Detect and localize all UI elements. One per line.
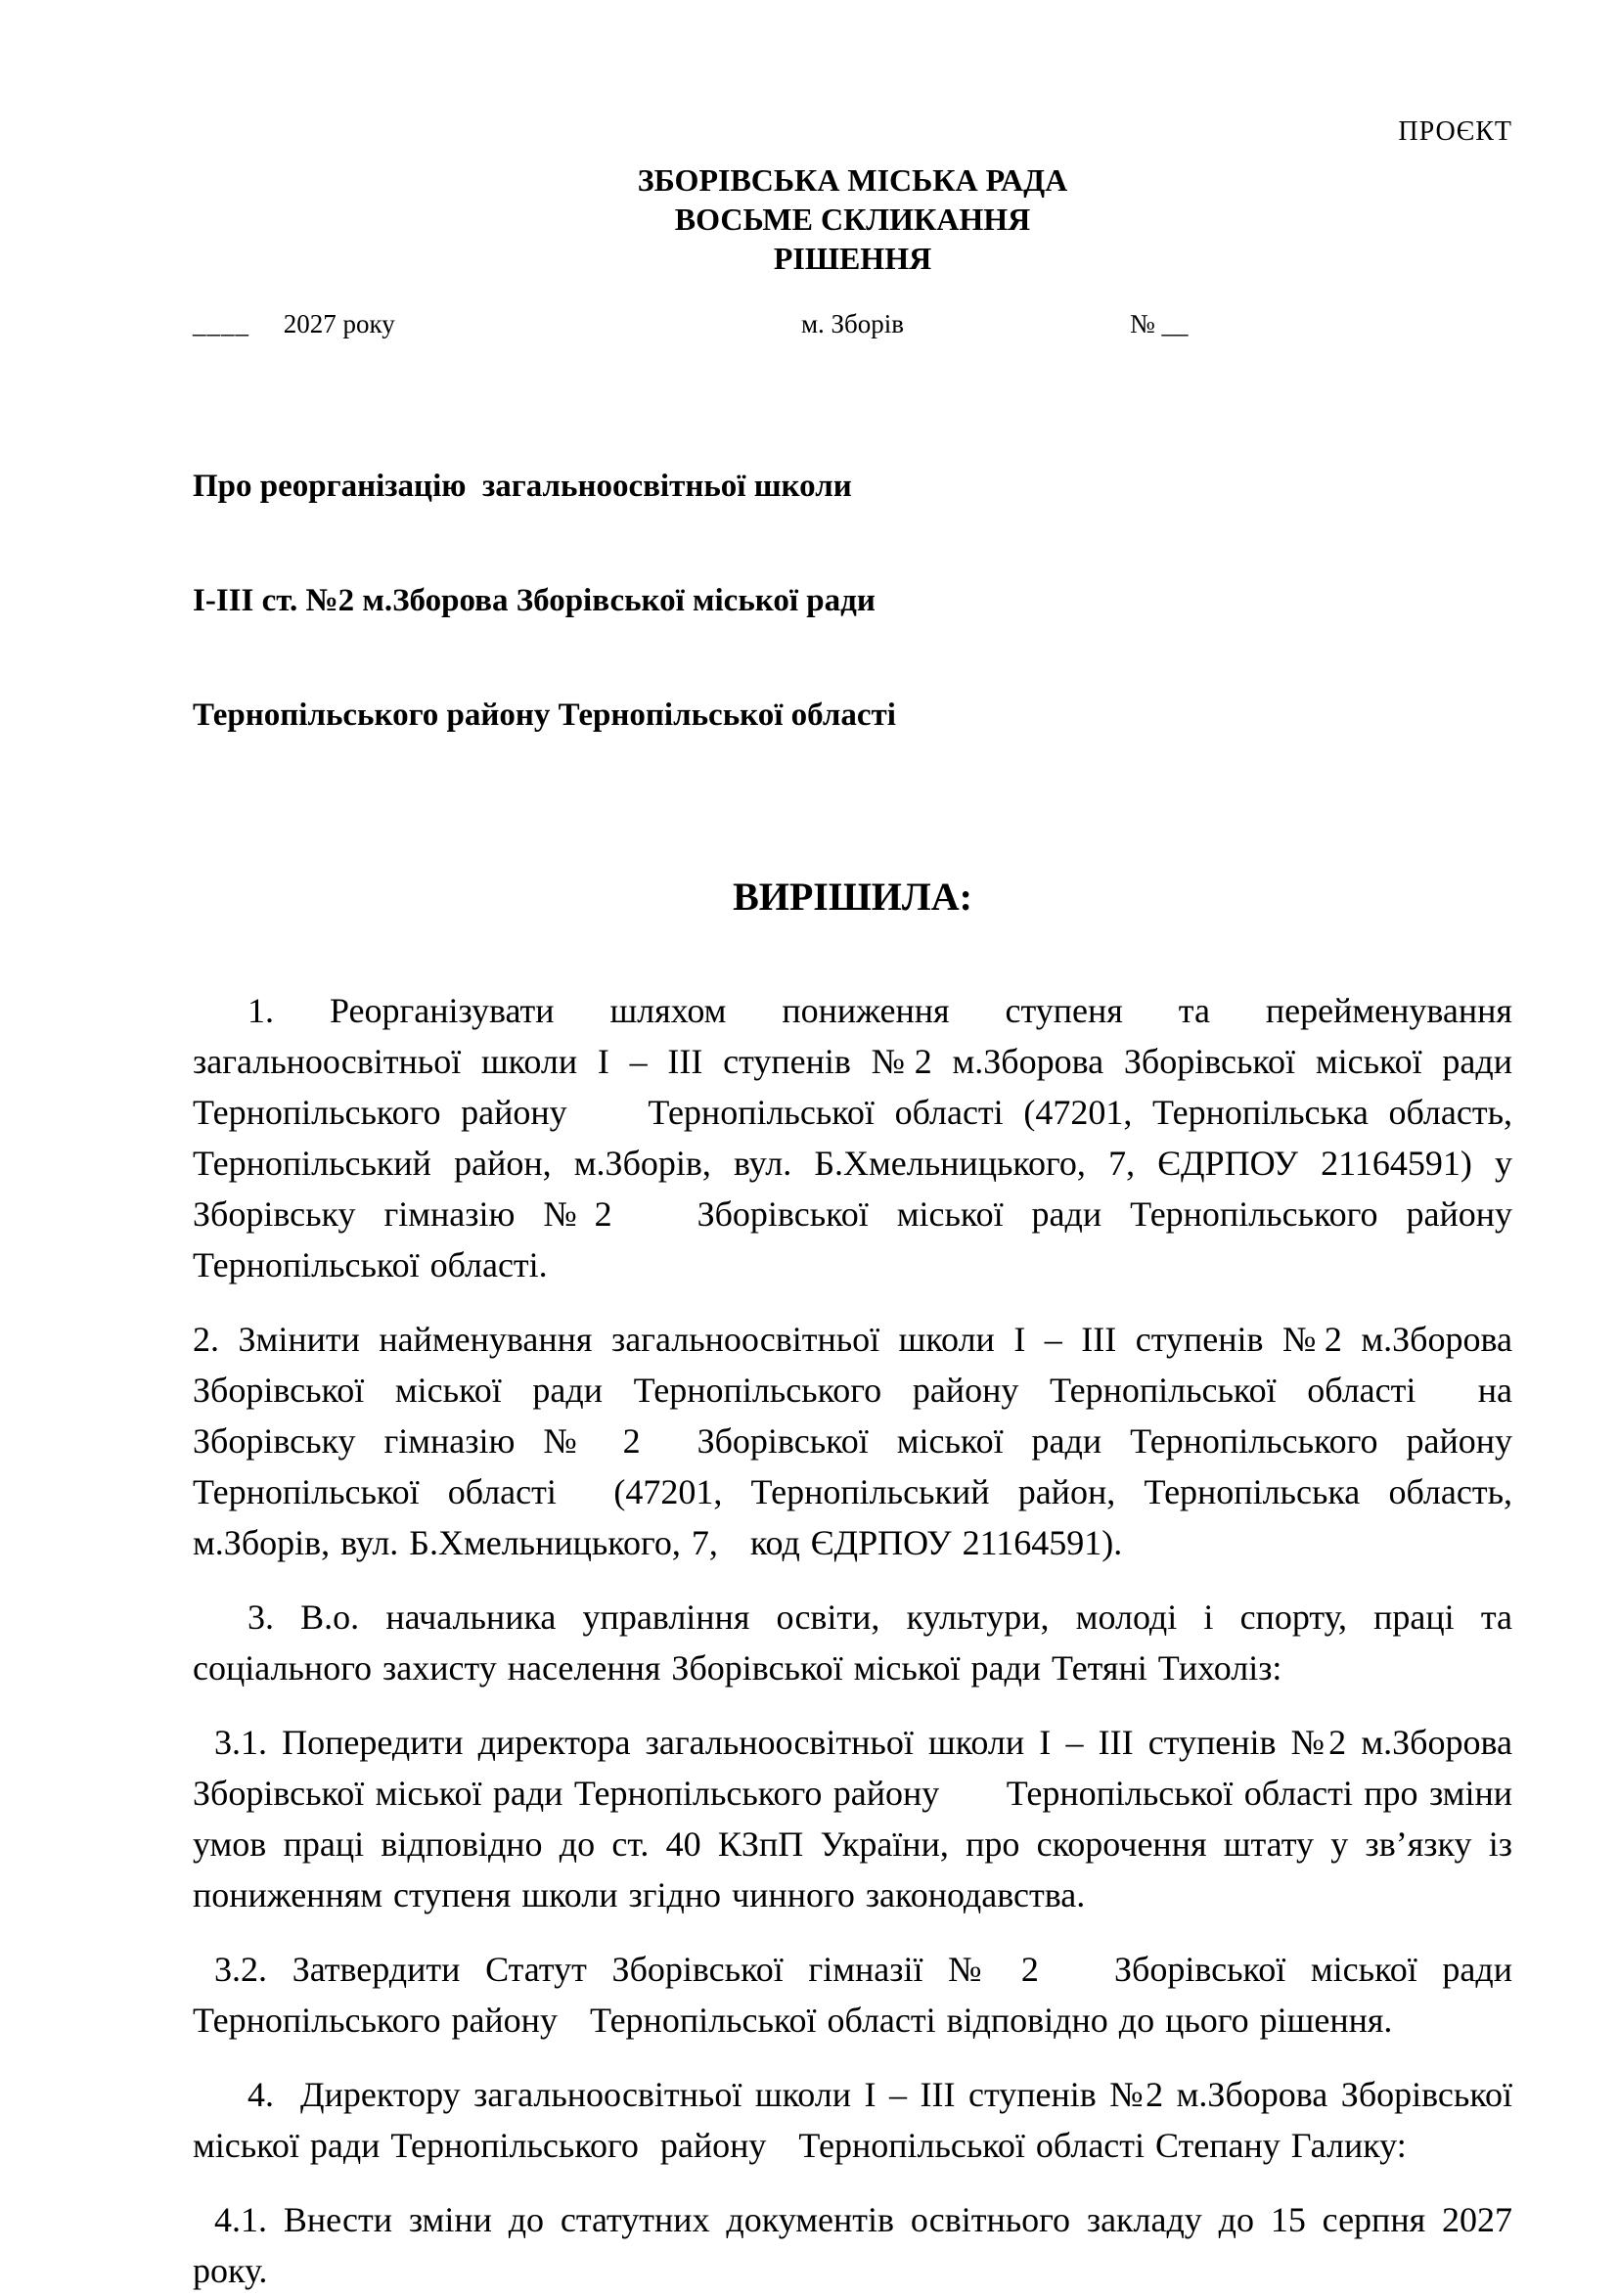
paragraph-1: 1. Реорганізувати шляхом пониження ступеня та перейменування загальноосвітньої школи І – ІІІ ступенів №2 м.Зборова Зборівської міської ради Тернопільського району Тернопільської області (47201, Тернопільська область, Тернопільський район, м.Зборів, вул. Б.Хмельницького, 7, ЄДРПОУ 21164591) у Зборівську гімназію №2 Зборівської міської ради Тернопільського району Тернопільської області. [193, 991, 1545, 1284]
date-blank: ____ [193, 309, 249, 338]
decision-body [193, 985, 1555, 2296]
place-name: м. Зборів [800, 309, 905, 338]
date-year: 2027 року [283, 309, 395, 338]
paragraph-4: 4. Директору загальноосвітньої школи І – ІІІ ступенів №2 м.Зборова Зборівської міської ради Тернопільського району Тернопільської області Степану Галику: [193, 2075, 1523, 2165]
resolved-heading: ВИРІШИЛА: [733, 875, 972, 919]
number-blank: __ [1161, 309, 1189, 338]
subject-line: Тернопільського району Тернопільської області [193, 698, 896, 733]
council-name: ЗБОРІВСЬКА МІСЬКА РАДА [637, 162, 1068, 198]
date-field [193, 307, 395, 340]
document-number-field [1130, 307, 1189, 340]
paragraph-3-1: 3.1. Попередити директора загальноосвітньої школи І – ІІІ ступенів №2 м.Зборова Зборівської міської ради Тернопільського району Тернопільської області про зміни умов праці відповідно до ст. 40 КЗпП України, про скорочення штату у зв’язку із пониженням ступеня школи згідно чинного законодавства. [193, 1723, 1523, 1914]
subject-line: Про реорганізацію загальноосвітньої школи [193, 469, 852, 504]
number-label: № [1130, 309, 1155, 338]
subject-line: І-ІІІ ст. №2 м.Зборова Зборівської міської ради [193, 583, 876, 618]
date-line [193, 307, 1512, 348]
project-label: ПРОЄКТ [1398, 116, 1512, 147]
paragraph-3: 3. В.о. начальника управління освіти, культури, молоді і спорту, праці та соціального захисту населення Зборівської міської ради Тетяні Тихоліз: [193, 1598, 1523, 1688]
subject-block [193, 391, 1512, 811]
paragraph-3-2: 3.2. Затвердити Статут Зборівської гімназії № 2 Зборівської міської ради Тернопільського району Тернопільської області відповідно до цього рішення. [193, 1950, 1523, 2040]
paragraph-4-1: 4.1. Внести зміни до статутних документів освітнього закладу до 15 серпня 2027 року. [193, 2200, 1523, 2290]
paragraph-2: 2. Змінити найменування загальноосвітньої школи І – ІІІ ступенів №2 м.Зборова Зборівської міської ради Тернопільського району Тернопільської області на Зборівську гімназію № 2 Зборівської міської ради Тернопільського району Тернопільської області (47201, Тернопільський район, Тернопільська область, м.Зборів, вул. Б.Хмельницького, 7, код ЄДРПОУ 21164591). [193, 1320, 1555, 1562]
document-header [193, 160, 1512, 278]
session-name: ВОСЬМЕ СКЛИКАННЯ [674, 202, 1031, 237]
document-type: РІШЕННЯ [773, 241, 932, 276]
